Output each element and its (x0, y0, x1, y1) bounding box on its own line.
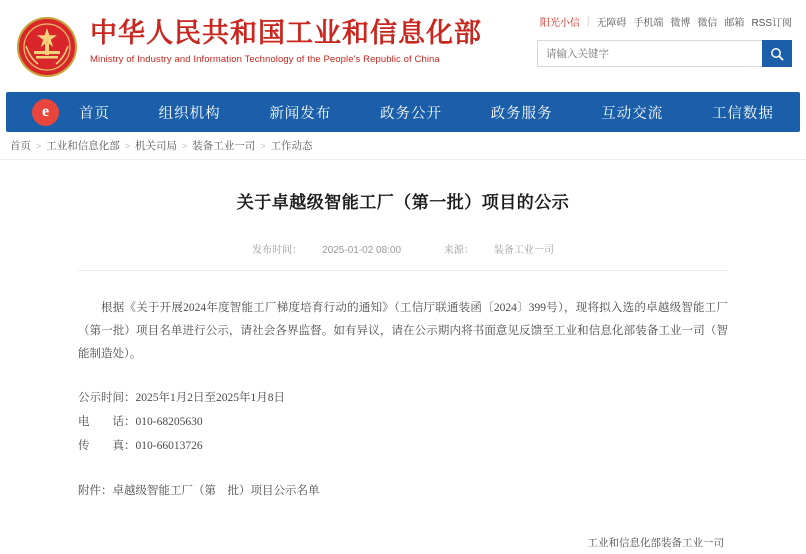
breadcrumb-separator: > (124, 140, 131, 151)
attachment-label: 附件： (78, 485, 113, 498)
nav-item-government-services[interactable]: 政务服务 (490, 105, 553, 122)
nav-item-government-disclosure[interactable]: 政务公开 (379, 105, 442, 122)
site-title-block (90, 18, 482, 65)
source-label (434, 245, 564, 256)
article-meta (78, 241, 728, 271)
top-link-accessibility[interactable]: 无障碍 (596, 18, 627, 29)
page-title: 关于卓越级智能工厂（第一批）项目的公示 (236, 193, 570, 212)
phone-value: 010-68205630 (135, 416, 203, 429)
top-link-wechat[interactable]: 微信 (697, 18, 718, 29)
header-right (537, 14, 792, 67)
notice-period-value: 2025年1月2日至2025年1月8日 (135, 392, 285, 404)
breadcrumb-separator: > (182, 140, 188, 151)
notice-period-label: 公示时间： (78, 392, 136, 404)
publish-label-text: 发布时间： (252, 245, 303, 256)
source-label-text: 来源： (443, 245, 474, 256)
search-button[interactable] (762, 40, 792, 67)
search-bar (537, 40, 792, 67)
phone-label: 电 话： (78, 416, 136, 429)
top-link-separator: | (586, 16, 590, 27)
article-paragraph: 根据《关于开展2024年度智能工厂梯度培育行动的通知》（工信厅联通装函〔2024〕399号），现将拟入选的卓越级智能工厂（第一批）项目名单进行公示，请社会各界监督。如有异议，请在公示期内将书面意见反馈至工业和信息化部装备工业一司（智能制造处）。 (78, 302, 728, 360)
site-title: 中华人民共和国工业和信息化部 (90, 18, 482, 48)
top-link-mobile[interactable]: 手机端 (633, 18, 664, 29)
main-nav (6, 92, 800, 132)
search-input[interactable] (537, 40, 762, 67)
source-value: 装备工业一司 (493, 245, 554, 256)
article (0, 160, 806, 554)
nav-item-interaction[interactable]: 互动交流 (601, 105, 664, 122)
attachment-line (78, 480, 728, 503)
publish-time: 2025-01-02 08:00 (322, 245, 402, 256)
fax-label: 传 真： (78, 440, 136, 453)
breadcrumb-item-equipment-bureau[interactable]: 装备工业一司 (192, 140, 256, 152)
breadcrumb-separator: > (260, 140, 266, 151)
nav-item-data[interactable]: 工信数据 (711, 105, 774, 122)
top-link-email[interactable]: 邮箱 (724, 18, 745, 29)
nav-item-organization[interactable]: 组织机构 (158, 105, 221, 122)
nav-item-news[interactable]: 新闻发布 (269, 105, 332, 122)
breadcrumb (0, 132, 806, 160)
top-link-rss[interactable]: RSS订阅 (751, 18, 792, 29)
nav-item-home[interactable]: 首页 (79, 105, 110, 122)
nav-logo-icon: e (32, 99, 59, 126)
publish-time-label (242, 245, 411, 256)
national-emblem-icon (16, 16, 78, 78)
fax-value: 010-66013726 (135, 440, 203, 453)
breadcrumb-item-departments[interactable]: 机关司局 (135, 140, 178, 152)
top-link-weibo[interactable]: 微博 (670, 18, 691, 29)
attachment-link[interactable]: 卓越级智能工厂（第 批）项目公示名单 (112, 485, 320, 498)
search-icon (770, 47, 784, 61)
top-link-sunshine[interactable]: 阳光小信 (539, 18, 580, 29)
fax-line (78, 434, 728, 458)
article-signature: 工业和信息化部装备工业一司 (587, 538, 724, 550)
notice-period-line (78, 386, 728, 410)
site-header (0, 0, 806, 92)
notice-details (78, 386, 728, 458)
breadcrumb-item-miit[interactable]: 工业和信息化部 (46, 140, 120, 152)
phone-line (78, 410, 728, 434)
article-body (78, 297, 728, 554)
breadcrumb-item-work-updates[interactable]: 工作动态 (270, 140, 313, 152)
nav-items (79, 102, 800, 123)
breadcrumb-separator: > (36, 140, 42, 151)
top-links (537, 14, 792, 29)
breadcrumb-item-home[interactable]: 首页 (10, 140, 31, 152)
site-subtitle: Ministry of Industry and Information Technology of the People's Republic of China (90, 54, 440, 66)
